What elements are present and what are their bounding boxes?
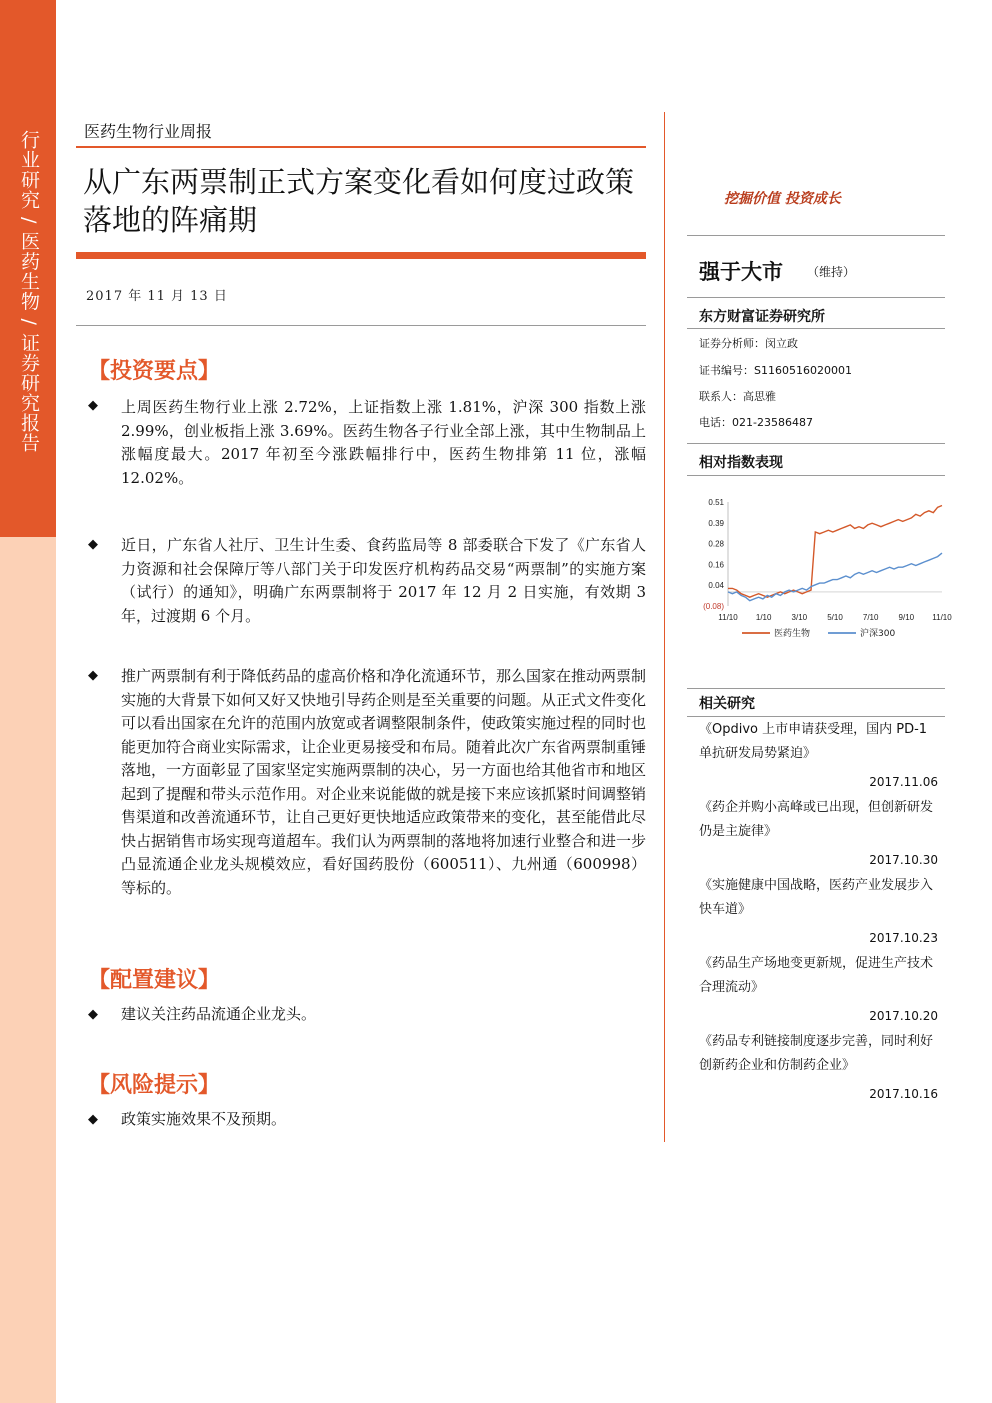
bullet-icon: ◆ xyxy=(88,398,98,413)
bullet-icon: ◆ xyxy=(88,1112,98,1127)
rating-note: （维持） xyxy=(807,265,856,279)
report-type: 医药生物行业周报 xyxy=(84,122,213,141)
section-risk: 【风险提示】 xyxy=(88,1073,221,1098)
side-label: 行业研究 / 医药生物 / 证券研究报告 xyxy=(18,130,40,453)
chart-legend-label: 医药生物 xyxy=(774,629,811,639)
related-item-title[interactable]: 《药品专利链接制度逐步完善，同时利好创新药企业和仿制药企业》 xyxy=(699,1034,934,1073)
contact: 联系人：高思雅 xyxy=(699,390,776,403)
paragraph-1: 上周医药生物行业上涨 2.72%，上证指数上涨 1.81%，沪深 300 指数上涨 2.99%，创业板指上涨 3.69%。医药生物各子行业全部上涨，其中生物制品上涨幅度最大。2017 年初至今涨跌幅排行中，医药生物排第 11 位，涨幅 12.02%。 xyxy=(121,398,646,487)
related-item-title[interactable]: 《实施健康中国战略，医药产业发展步入快车道》 xyxy=(699,878,934,917)
related-item-date: 2017.10.16 xyxy=(869,1087,938,1101)
related-item-title[interactable]: 《药品生产场地变更新规，促进生产技术合理流动》 xyxy=(699,956,934,995)
chart-y-tick-label: 0.04 xyxy=(708,581,724,591)
chart-y-tick-label: 0.28 xyxy=(708,539,724,549)
related-item-date: 2017.10.30 xyxy=(869,853,938,867)
related-item-date: 2017.10.20 xyxy=(869,1009,938,1023)
paragraph-3: 推广两票制有利于降低药品的虚高价格和净化流通环节，那么国家在推动两票制实施的大背景下如何又好又快地引导药企则是至关重要的问题。从正式文件变化可以看出国家在允许的范围内放宽或者调整限制条件，使政策实施过程的同时也能更加符合商业实际需求，让企业更易接受和布局。随着此次广东省两票制重锤落地，一方面彰显了国家坚定实施两票制的决心，另一方面也给其他省市和地区起到了提醒和带头示范作用。对企业来说能做的就是接下来应该抓紧时间调整销售渠道和改善流通环节，让自己更好更快地适应政策带来的变化，甚至能借此尽快占据销售市场实现弯道超车。我们认为两票制的落地将加速行业整合和进一步凸显流通企业龙头规模效应，看好国药股份（600511）、九州通（600998）等标的。 xyxy=(121,667,647,897)
related-item-date: 2017.11.06 xyxy=(869,775,938,789)
related-item-title[interactable]: 《药企并购小高峰或已出现，但创新研发仍是主旋律》 xyxy=(699,800,934,839)
divider xyxy=(687,443,945,444)
column-separator xyxy=(664,112,665,1142)
chart-y-tick-label: 0.16 xyxy=(708,560,724,570)
related-item-date: 2017.10.23 xyxy=(869,931,938,945)
analyst: 证券分析师：闵立政 xyxy=(699,337,798,350)
chart-x-tick-label: 3/10 xyxy=(791,613,808,622)
paragraph-2: 近日，广东省人社厅、卫生计生委、食药监局等 8 部委联合下发了《广东省人力资源和社会保障厅等八部门关于印发医疗机构药品交易“两票制”的实施方案（试行）的通知》，明确广东两票制将于 2017 年 12 月 2 日实施，有效期 3 年，过渡期 6 个月。 xyxy=(121,536,646,625)
title-bottom-rule xyxy=(76,252,646,259)
chart-series-line xyxy=(728,506,942,598)
related-item-title[interactable]: 《Opdivo 上市申请获受理，国内 PD-1 单抗研发局势紧迫》 xyxy=(699,722,928,761)
certificate-number: 证书编号：S1160516020001 xyxy=(699,364,852,377)
chart-y-tick-label: (0.08) xyxy=(703,602,724,611)
chart-heading: 相对指数表现 xyxy=(699,455,783,471)
divider xyxy=(76,325,646,326)
bullet-icon: ◆ xyxy=(88,537,98,552)
institution: 东方财富证券研究所 xyxy=(699,309,825,325)
title-top-rule xyxy=(76,146,646,148)
chart-x-tick-label: 9/10 xyxy=(898,613,915,622)
allocation-text: 建议关注药品流通企业龙头。 xyxy=(121,1005,317,1023)
section-allocation: 【配置建议】 xyxy=(88,968,221,993)
related-heading: 相关研究 xyxy=(699,696,755,712)
chart-x-tick-label: 5/10 xyxy=(827,613,843,622)
bullet-icon: ◆ xyxy=(88,1007,98,1022)
divider xyxy=(687,716,945,717)
relative-index-chart xyxy=(690,492,952,642)
chart-x-tick-label: 7/10 xyxy=(862,613,879,622)
chart-y-tick-label: 0.39 xyxy=(708,518,724,528)
divider xyxy=(687,475,945,476)
slogan: 挖掘价值 投资成长 xyxy=(724,191,841,207)
divider xyxy=(687,297,945,298)
chart-y-tick-label: 0.51 xyxy=(708,498,724,507)
phone: 电话：021-23586487 xyxy=(699,416,813,429)
risk-text: 政策实施效果不及预期。 xyxy=(121,1110,287,1128)
chart-x-tick-label: 1/10 xyxy=(755,613,772,622)
divider xyxy=(687,235,945,236)
chart-x-tick-label: 11/10 xyxy=(718,613,738,622)
chart-legend-label: 沪深300 xyxy=(860,629,896,639)
rating: 强于大市 xyxy=(699,260,783,284)
page-title: 从广东两票制正式方案变化看如何度过政策落地的阵痛期 xyxy=(83,165,635,237)
bullet-icon: ◆ xyxy=(88,668,98,683)
section-invest-points: 【投资要点】 xyxy=(88,359,221,384)
chart-x-tick-label: 11/10 xyxy=(932,613,952,622)
side-strip-light xyxy=(0,537,56,1403)
divider xyxy=(687,688,945,689)
report-date: 2017 年 11 月 13 日 xyxy=(86,289,228,304)
divider xyxy=(687,328,945,329)
